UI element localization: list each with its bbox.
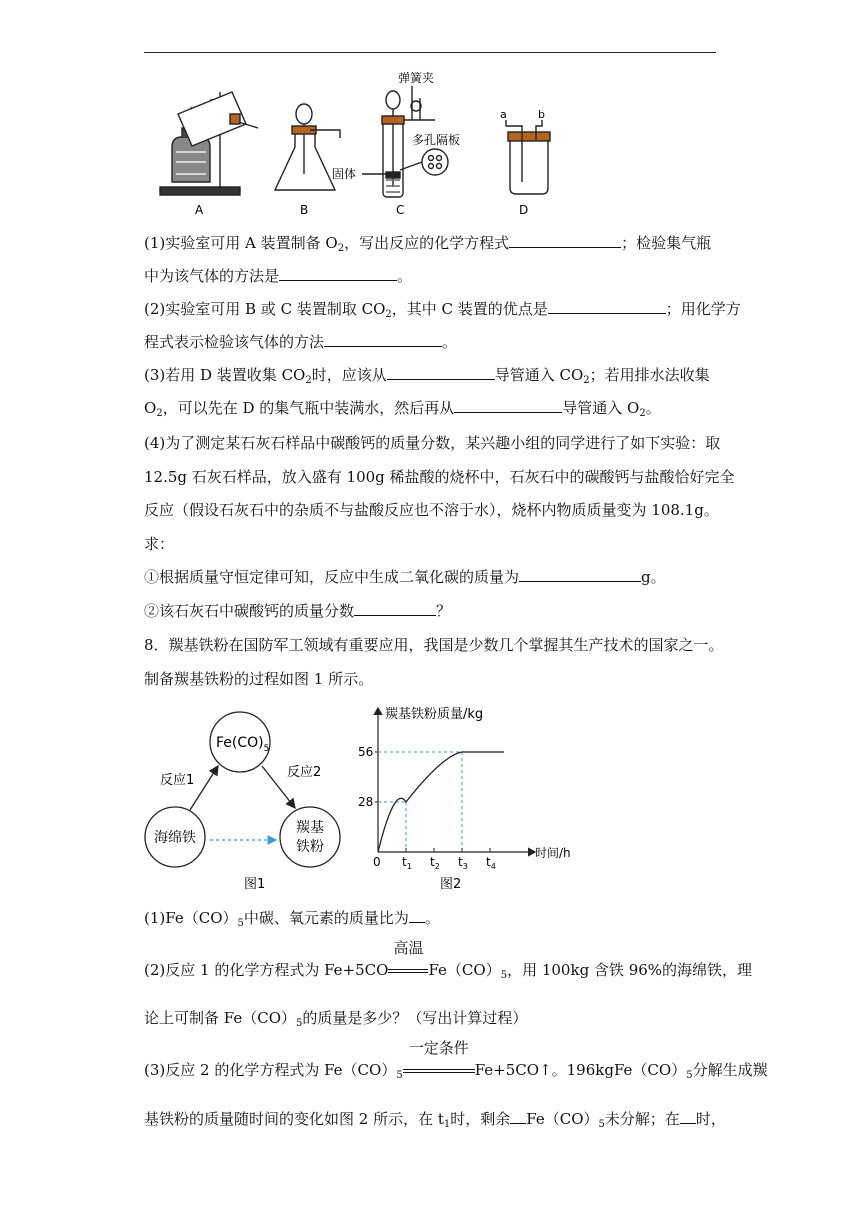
q4-line1: (4)为了测定某石灰石样品中碳酸钙的质量分数，某兴趣小组的同学进行了如下实验：取 [144,434,721,452]
q1-blank-method[interactable] [279,266,397,281]
x-tick-label-0: $t_1$ [402,855,412,871]
chart-xlabel: 时间/h [535,846,571,860]
node-carbonyl-iron [280,807,340,867]
chart-origin: 0 [373,855,381,869]
label-b: B [300,203,309,217]
s3-condition: 一定条件 [403,1060,475,1080]
s1-line: $(1)Fe(CO)_5$中碳、氧元素的质量比为 。 [144,909,440,929]
q4-sub2: ②该石灰石中碳酸钙的质量分数 ？ [144,602,452,620]
q3-blank-co2-tube[interactable] [387,365,495,380]
q4-line3: 反应（假设石灰石中的杂质不与盐酸反应也不溶于水），烧杯内物质质量变为 108.1g。 [144,501,719,519]
y-tick-label-0: 28 [358,795,374,809]
node-carbonyl-iron-label-1: 羰基 [296,820,324,836]
reaction2-label: 反应2 [287,765,322,780]
q2-blank-advantage[interactable] [548,299,666,314]
s3-line2: 基铁粉的质量随时间的变化如图 2 所示，在 $t_1$时，剩余 $Fe(CO)_5$未分解；在 时， [144,1110,726,1130]
figure-2-caption: 图2 [440,877,462,892]
s3-blank-remaining[interactable] [510,1109,526,1124]
chart-ylabel: 羰基铁粉质量/kg [385,707,484,722]
figure-2-chart [355,700,590,895]
spring-clip-label: 弹簧夹 [398,71,435,85]
q1-line2: 中为该气体的方法是 。 [144,267,413,285]
x-tick-label-1: $t_2$ [430,855,440,871]
s2-condition: 高温 [388,960,428,980]
q1-blank-equation[interactable] [509,233,621,248]
y-tick-label-1: 56 [358,745,374,759]
header-rule [144,52,716,53]
q3-blank-o2-tube[interactable] [454,398,562,413]
node-carbonyl-iron-label-2: 铁粉 [296,839,324,855]
figure-1 [140,700,350,895]
solid-label: 固体 [332,167,357,181]
porous-plate-label: 多孔隔板 [412,133,461,147]
s2-line2: 论上可制备 $Fe(CO)_5$的质量是多少？（写出计算过程） [144,1009,528,1029]
node-sponge-iron-label: 海绵铁 [154,830,196,846]
q1-line1: (1)实验室可用 A 装置制备 $O_2$，写出反应的化学方程式 ；检验集气瓶 [144,234,712,254]
reaction1-label: 反应1 [160,773,195,788]
q3-line2: $O_2$，可以先在 D 的集气瓶中装满水，然后再从 导管通入 $O_2$。 [144,399,661,419]
apparatus-d [506,120,550,194]
q4-sub1: ①根据质量守恒定律可知，反应中生成二氧化碳的质量为 g。 [144,568,666,586]
s3-blank-time[interactable] [680,1109,696,1124]
q3-line1: (3)若用 D 装置收集 $CO_2$时，应该从 导管通入 $CO_2$；若用排水法收集 [144,366,710,386]
label-d: D [519,203,529,217]
s2-line1: (2)反应 1 的化学方程式为 Fe+5CO 高温 $Fe(CO)_5$，用 100kg 含铁 96%的海绵铁，理 [144,939,753,981]
apparatus-b [275,104,340,190]
q8-line1: 8．羰基铁粉在国防军工领域有重要应用，我国是少数几个掌握其生产技术的国家之一。 [144,636,724,654]
label-c: C [396,203,405,217]
figure-1-caption: 图1 [244,877,266,892]
node-fe-co5-label: $Fe(CO)_5$ [216,735,270,754]
apparatus-a [160,92,258,195]
s1-blank-ratio[interactable] [409,908,425,923]
q2-line1: (2)实验室可用 B 或 C 装置制取 $CO_2$，其中 C 装置的优点是 ；用化学方 [144,300,741,320]
port-b-label: b [538,108,545,121]
x-tick-label-3: $t_4$ [486,855,496,871]
q8-line2: 制备羰基铁粉的过程如图 1 所示。 [144,670,374,688]
q2-line2: 程式表示检验该气体的方法 。 [144,333,458,351]
q4-line4: 求： [144,535,175,553]
q4-line2: 12.5g 石灰石样品，放入盛有 100g 稀盐酸的烧杯中，石灰石中的碳酸钙与盐酸恰好完全 [144,468,735,486]
port-a-label: a [500,108,507,121]
q4-blank-caco3-fraction[interactable] [354,601,436,616]
label-a: A [195,203,204,217]
q4-blank-co2-mass[interactable] [519,567,641,582]
apparatus-figure [150,62,570,220]
s3-line1: (3)反应 2 的化学方程式为 $Fe(CO)_5$ 一定条件 Fe+5CO↑。$196kgFe(CO)_5$分解生成羰 [144,1039,768,1081]
q2-blank-test[interactable] [324,332,442,347]
x-tick-label-2: $t_3$ [458,855,468,871]
